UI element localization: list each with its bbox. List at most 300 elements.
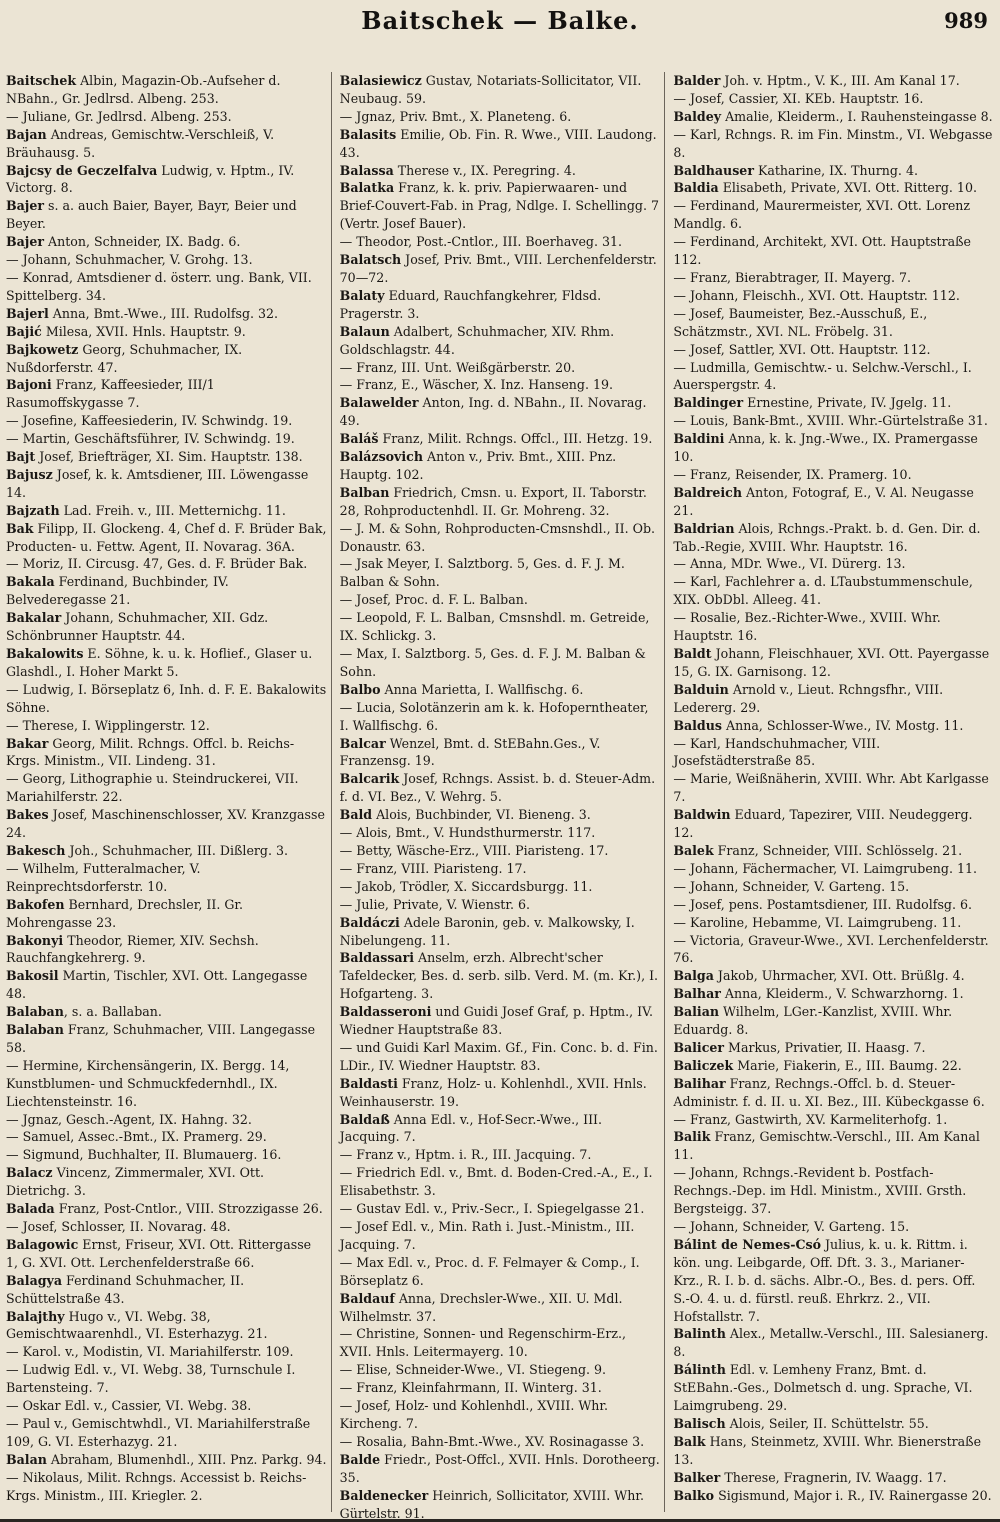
directory-entry [6,770,327,806]
directory-entry [673,1039,994,1057]
directory-entry [6,735,327,771]
entry-details: — Johann, Schneider, V. Garteng. 15. [673,878,910,894]
directory-column-1 [6,72,332,1512]
entry-surname: Balhar [673,986,721,1002]
entry-details: — Franz, Bierabtrager, II. Mayerg. 7. [673,269,912,285]
entry-details: — Josefine, Kaffeesiederin, IV. Schwindg. 19. [6,413,293,429]
entry-details: Franz, Gemischtw.-Verschl., III. Am Kanal 11. [673,1129,980,1163]
entry-details: — Moriz, II. Circusg. 47, Ges. d. F. Brüder Bak. [6,556,308,572]
entry-details: Ludwig, v. Hptm., IV. Victorg. 8. [6,162,295,196]
directory-entry [340,1164,661,1200]
directory-entry [6,1128,327,1146]
directory-entry [340,735,661,771]
directory-entry [673,269,994,287]
entry-details: — Marie, Weißnäherin, XVIII. Whr. Abt Karlgasse 7. [673,771,989,805]
entry-details: — Johann, Rchngs.-Revident b. Postfach-Rechngs.-Dep. im Hdl. Ministm., XVIII. Grsth. Bergsteigg. 37. [673,1165,967,1217]
entry-details: — Samuel, Assec.-Bmt., IX. Pramerg. 29. [6,1129,267,1145]
directory-entry [6,305,327,323]
entry-details: — Johann, Schuhmacher, V. Grohg. 13. [6,252,253,268]
directory-entry [340,376,661,394]
entry-details: Vincenz, Zimmermaler, XVI. Ott. Dietrichg. 3. [6,1165,265,1199]
entry-surname: Bajan [6,126,47,142]
entry-surname: Baldhauser [673,162,754,178]
directory-entry [673,341,994,359]
entry-details: — Karl, Rchngs. R. im Fin. Minstm., VI. Webgasse 8. [673,126,993,160]
directory-entry [673,770,994,806]
entry-details: — Juliane, Gr. Jedlrsd. Albeng. 253. [6,108,232,124]
entry-surname: Balázsovich [339,449,423,465]
directory-entry [340,233,661,251]
entry-details: — Franz, Kleinfahrmann, II. Winterg. 31. [339,1380,602,1396]
directory-entry [340,860,661,878]
directory-entry [6,1003,327,1021]
entry-details: Theodor, Riemer, XIV. Sechsh. Rauchfangkehrerg. 9. [6,932,259,966]
entry-surname: Baldassari [339,950,414,966]
directory-entry [340,896,661,914]
entry-details: — Franz, E., Wäscher, X. Inz. Hanseng. 19. [339,377,613,393]
entry-details: — Lucia, Solotänzerin am k. k. Hofoperntheater, I. Wallfischg. 6. [339,699,649,733]
entry-surname: Balihar [673,1075,726,1091]
directory-entry [673,555,994,573]
entry-details: Eduard, Tapezirer, VIII. Neudeggerg. 12. [673,807,973,841]
entry-details: — Franz, Gastwirth, XV. Karmeliterhofg. 1. [673,1111,948,1127]
entry-surname: Balacz [6,1165,53,1181]
directory-entry [6,806,327,842]
entry-surname: Balasits [339,126,397,142]
directory-entry [673,197,994,233]
entry-details: Anna, Schlosser-Wwe., IV. Mostg. 11. [722,717,964,733]
entry-details: Anna Edl. v., Hof-Secr.-Wwe., III. Jacquing. 7. [339,1111,603,1145]
entry-surname: Balaun [339,323,390,339]
entry-surname: Balker [673,1469,721,1485]
entry-details: Julius, k. u. k. Rittm. i. kön. ung. Leibgarde, Off. Dft. 3. 3., Marianer-Krz., R. I. b. d. sächs. Albr.-O., Bes. d. pers. Off. S.-O. 4. u. d. fürstl. reuß. Ehrkrz. 2., VII. Hofstallstr. 7. [673,1236,976,1324]
directory-entry [340,484,661,520]
directory-entry [340,1451,661,1487]
entry-surname: Balatsch [339,252,402,268]
page-header [0,4,1000,38]
entry-details: — Nikolaus, Milit. Rchngs. Accessist b. Reichs-Krgs. Ministm., III. Kriegler. 2. [6,1469,307,1503]
entry-surname: Baldreich [673,484,742,500]
entry-surname: Balassa [339,162,394,178]
entry-details: Sigismund, Major i. R., IV. Rainergasse 20. [714,1487,992,1503]
entry-details: E. Söhne, k. u. k. Hoflief., Glaser u. Glashdl., I. Hoher Markt 5. [6,646,313,679]
directory-entry [673,126,994,162]
entry-surname: Bajer [6,234,45,250]
entry-details: und Guidi Josef Graf, p. Hptm., IV. Wiedner Hauptstraße 83. [339,1004,654,1038]
entry-surname: Bajkowetz [6,341,79,357]
entry-surname: Balasiewicz [339,73,422,88]
directory-entry [673,896,994,914]
entry-details: — Alois, Bmt., V. Hundsthurmerstr. 117. [339,825,596,841]
entry-surname: Balicer [673,1039,725,1055]
entry-surname: Balinth [673,1326,726,1342]
directory-entry [6,72,327,108]
entry-details: Franz, Schuhmacher, VIII. Langegasse 58. [6,1022,316,1055]
entry-details: — Franz, Reisender, IX. Pramerg. 10. [673,466,912,482]
entry-surname: Balcarik [339,771,400,787]
entry-surname: Baldwin [673,807,731,823]
entry-details: — Franz, III. Unt. Weißgärberstr. 20. [339,359,576,375]
entry-surname: Balik [673,1129,711,1145]
directory-entry [673,1361,994,1415]
entry-surname: Balan [6,1451,47,1467]
directory-entry [6,448,327,466]
directory-entry [340,949,661,1003]
entry-details: — und Guidi Karl Maxim. Gf., Fin. Conc. b. d. Fin. LDir., IV. Wiedner Hauptstr. 83. [339,1039,658,1073]
directory-entry [340,1075,661,1111]
directory-entry [6,1111,327,1129]
entry-details: — Karl, Fachlehrer a. d. LTaubstummenschule, XIX. ObDbl. Alleeg. 41. [673,574,973,608]
entry-details: — Johann, Schneider, V. Garteng. 15. [673,1219,910,1234]
entry-surname: Bakosil [6,968,59,984]
entry-surname: Balcar [339,735,386,751]
entry-details: — Josef, pens. Postamtsdiener, III. Rudolfsg. 6. [673,896,972,912]
directory-entry [6,108,327,126]
directory-entry [6,1272,327,1308]
entry-details: — Konrad, Amtsdiener d. österr. ung. Bank, VII. Spittelberg. 34. [6,269,312,303]
directory-entry [340,1433,661,1451]
entry-surname: Bakesch [6,842,66,858]
directory-entry [6,1200,327,1218]
directory-entry [340,1397,661,1433]
entry-surname: Baldenecker [339,1487,429,1503]
entry-surname: Baldasti [339,1075,398,1091]
entry-details: — Victoria, Graveur-Wwe., XVI. Lerchenfelderstr. 76. [673,932,989,966]
entry-details: — Rosalia, Bahn-Bmt.-Wwe., XV. Rosinagasse 3. [339,1433,645,1449]
entry-details: Franz, Kaffeesieder, III/1 Rasumoffskygasse 7. [6,377,215,411]
entry-surname: Bajzath [6,502,60,518]
entry-details: Georg, Milit. Rchngs. Offcl. b. Reichs-Krgs. Ministm., VII. Lindeng. 31. [6,735,295,769]
entry-details: Bernhard, Drechsler, II. Gr. Mohrengasse 23. [6,896,244,930]
directory-entry [673,179,994,197]
entry-details: Markus, Privatier, II. Haasg. 7. [724,1039,926,1055]
entry-surname: Bajusz [6,466,53,482]
entry-surname: Balisch [673,1415,726,1431]
entry-surname: Bakes [6,807,49,823]
directory-entry [6,466,327,502]
directory-entry [673,842,994,860]
directory-entry [673,1487,994,1505]
entry-details: — Leopold, F. L. Balban, Cmsnshdl. m. Getreide, IX. Schlickg. 3. [339,610,650,644]
entry-surname: Balaban [6,1004,64,1020]
directory-entry [673,1218,994,1236]
directory-column-2 [339,72,666,1521]
entry-surname: Baldáczi [339,914,400,930]
entry-surname: Bajoni [6,377,52,393]
entry-details: — Julie, Private, V. Wienstr. 6. [339,896,531,912]
directory-entry [6,197,327,233]
directory-entry [6,430,327,448]
directory-entry [6,323,327,341]
entry-surname: Balk [673,1433,706,1449]
entry-details: Anna Marietta, I. Wallfischg. 6. [380,681,584,697]
directory-entry [673,1164,994,1218]
directory-entry [6,126,327,162]
entry-details: Franz, Rechngs.-Offcl. b. d. Steuer-Administr. f. d. II. u. XI. Bez., III. Kübeckgasse 6. [673,1075,985,1109]
entry-surname: Balawelder [339,395,419,411]
directory-entry [673,806,994,842]
entry-details: — Karol. v., Modistin, VI. Mariahilferstr. 109. [6,1344,294,1360]
directory-entry [6,609,327,645]
directory-entry [673,1325,994,1361]
entry-details: Katharine, IX. Thurng. 4. [753,162,918,178]
entry-details: — Rosalie, Bez.-Richter-Wwe., XVIII. Whr. Hauptstr. 16. [673,610,941,644]
directory-entry [340,1361,661,1379]
entry-details: — Oskar Edl. v., Cassier, VI. Webg. 38. [6,1398,252,1414]
directory-entry [673,162,994,180]
entry-details: Alois, Buchbinder, VI. Bieneng. 3. [372,807,591,823]
entry-details: Anselm, erzh. Albrecht'scher Tafeldecker, Bes. d. serb. silb. Verd. M. (m. Kr.), I. Hofgarteng. 3. [339,950,659,1002]
directory-entry [340,359,661,377]
entry-surname: Bakalowits [6,646,84,661]
directory-entry [673,359,994,395]
directory-entry [340,1200,661,1218]
entry-details: — Jgnaz, Priv. Bmt., X. Planeteng. 6. [339,108,572,124]
entry-details: — Max, I. Salztborg. 5, Ges. d. F. J. M. Balban & Sohn. [339,646,646,679]
entry-details: Ferdinand Schuhmacher, II. Schüttelstraße 43. [6,1272,245,1306]
entry-details: Jakob, Uhrmacher, XVI. Ott. Brüßlg. 4. [713,968,965,984]
entry-surname: Bajcsy de Geczelfalva [6,162,158,178]
directory-entry [673,90,994,108]
entry-surname: Baitschek [6,73,77,88]
entry-details: Josef, Priv. Bmt., VIII. Lerchenfelderstr. 70—72. [339,252,657,285]
directory-entry [6,717,327,735]
entry-details: — Sigmund, Buchhalter, II. Blumauerg. 16. [6,1147,282,1163]
entry-surname: Bajić [6,323,42,339]
entry-details: — Josef, Schlosser, II. Novarag. 48. [6,1219,231,1234]
directory-entry [673,573,994,609]
entry-details: — Franz, VIII. Piaristeng. 17. [339,860,527,876]
entry-details: — Wilhelm, Futteralmacher, V. Reinprechtsdorferstr. 10. [6,860,201,894]
entry-details: Elisabeth, Private, XVI. Ott. Ritterg. 10. [718,180,977,196]
directory-entry [673,681,994,717]
directory-entry [6,1236,327,1272]
directory-entry [6,1021,327,1057]
entry-surname: Balaban [6,1022,64,1038]
entry-details: Anna, Bmt.-Wwe., III. Rudolfsg. 32. [48,305,279,321]
entry-details: Therese v., IX. Peregring. 4. [393,162,576,178]
entry-details: — Louis, Bank-Bmt., XVIII. Whr.-Gürtelstraße 31. [673,413,988,429]
entry-details: Anton, Fotograf, E., V. Al. Neugasse 21. [673,484,974,518]
directory-entry [340,914,661,950]
directory-entry [673,860,994,878]
directory-entry [6,645,327,681]
directory-entry [340,323,661,359]
entry-surname: Baldey [673,108,722,124]
entry-surname: Baláš [339,431,379,447]
directory-entry [673,520,994,556]
entry-details: Joh., Schuhmacher, III. Dißlerg. 3. [65,842,288,858]
entry-details: — Anna, MDr. Wwe., VI. Dürerg. 13. [673,556,906,572]
entry-surname: Baldaß [339,1111,390,1127]
directory-entry [673,1003,994,1039]
directory-entry [6,932,327,968]
directory-entry [673,932,994,968]
directory-entry [673,1075,994,1111]
entry-details: Albin, Magazin-Ob.-Aufseher d. NBahn., Gr. Jedlrsd. Albeng. 253. [6,73,281,106]
directory-entry [6,251,327,269]
entry-details: Johann, Fleischhauer, XVI. Ott. Payergasse 15, G. IX. Garnisong. 12. [673,646,990,679]
entry-surname: Baldia [673,180,719,196]
entry-details: — Ludwig Edl. v., VI. Webg. 38, Turnschule I. Bartensteing. 7. [6,1362,296,1396]
directory-entry [340,162,661,180]
directory-entry [340,842,661,860]
directory-entry [340,555,661,591]
directory-entry [340,72,661,108]
directory-entry [6,1308,327,1344]
entry-surname: Bajer [6,198,45,214]
entry-details: Anton v., Priv. Bmt., XIII. Pnz. Hauptg. 102. [339,449,617,482]
entry-details: — Jgnaz, Gesch.-Agent, IX. Hahng. 32. [6,1111,252,1127]
directory-entry [340,108,661,126]
directory-entry [673,1128,994,1164]
entry-surname: Bakofen [6,896,65,912]
directory-entry [340,681,661,699]
directory-entry [6,967,327,1003]
directory-entry [6,502,327,520]
entry-details: Heinrich, Sollicitator, XVIII. Whr. Gürtelstr. 91. [339,1487,645,1521]
entry-details: Josef, Rchngs. Assist. b. d. Steuer-Adm. f. d. VI. Bez., V. Wehrg. 5. [339,771,656,805]
entry-surname: Balatka [339,180,395,196]
entry-details: — Therese, I. Wipplingerstr. 12. [6,717,210,733]
directory-entry [340,251,661,287]
directory-entry [673,72,994,90]
entry-details: — Johann, Fleischh., XVI. Ott. Hauptstr. 112. [673,287,960,303]
directory-entry [673,1469,994,1487]
entry-details: — Ludwig, I. Börseplatz 6, Inh. d. F. E. Bakalowits Söhne. [6,681,327,715]
entry-details: Edl. v. Lemheny Franz, Bmt. d. StEBahn.-Ges., Dolmetsch d. ung. Sprache, VI. Laimgrubeng. 29. [673,1362,973,1414]
directory-columns [6,72,994,1521]
entry-surname: Balek [673,842,714,858]
entry-details: Anna, Drechsler-Wwe., XII. U. Mdl. Wilhelmstr. 37. [339,1290,623,1324]
directory-entry [6,1343,327,1361]
directory-entry [673,609,994,645]
entry-details: Alois, Seiler, II. Schüttelstr. 55. [725,1415,929,1431]
directory-entry [6,269,327,305]
entry-details: — Josef, Proc. d. F. L. Balban. [339,592,528,608]
entry-details: — Jsak Meyer, I. Salztborg. 5, Ges. d. F. J. M. Balban & Sohn. [339,556,625,590]
directory-entry [6,1057,327,1111]
directory-entry [340,591,661,609]
directory-entry [340,1487,661,1522]
entry-details: Marie, Fiakerin, E., III. Baumg. 22. [733,1057,962,1073]
directory-entry [6,1469,327,1505]
entry-details: — Jakob, Trödler, X. Siccardsburgg. 11. [339,878,593,894]
directory-entry [340,430,661,448]
directory-entry [340,609,661,645]
entry-details: Andreas, Gemischtw.-Verschleiß, V. Bräuhausg. 5. [6,126,275,160]
directory-entry [340,699,661,735]
directory-entry [6,376,327,412]
directory-entry [673,305,994,341]
directory-entry [6,1451,327,1469]
directory-entry [340,806,661,824]
directory-entry [6,842,327,860]
entry-details: Alois, Rchngs.-Prakt. b. d. Gen. Dir. d. Tab.-Regie, XVIII. Whr. Hauptstr. 16. [673,520,981,554]
entry-details: Therese, Fragnerin, IV. Waagg. 17. [720,1469,947,1485]
entry-details: — Christine, Sonnen- und Regenschirm-Erz., XVII. Hnls. Leitermayerg. 10. [339,1326,627,1360]
entry-surname: Bajerl [6,305,49,321]
directory-entry [340,878,661,896]
directory-entry [340,1218,661,1254]
directory-entry [6,860,327,896]
entry-details: — Hermine, Kirchensängerin, IX. Bergg. 14, Kunstblumen- und Schmuckfedernhdl., IX. Liechtensteinstr. 16. [6,1057,290,1109]
entry-details: — Betty, Wäsche-Erz., VIII. Piaristeng. 17. [339,842,609,858]
entry-details: Josef, Briefträger, XI. Sim. Hauptstr. 138. [35,449,303,465]
entry-details: Friedr., Post-Offcl., XVII. Hnls. Dorotheerg. 35. [339,1451,660,1485]
entry-surname: Bálinth [673,1362,726,1378]
entry-details: — Karoline, Hebamme, VI. Laimgrubeng. 11. [673,914,962,930]
entry-surname: Bálint de Nemes-Csó [673,1236,821,1252]
entry-surname: Baldauf [339,1290,395,1306]
entry-details: — Josef Edl. v., Min. Rath i. Just.-Ministm., III. Jacquing. 7. [339,1219,635,1252]
entry-surname: Balian [673,1004,720,1020]
entry-details: Georg, Schuhmacher, IX. Nußdorferstr. 47. [6,341,243,375]
directory-entry [6,1218,327,1236]
directory-entry [6,162,327,198]
entry-surname: Balko [673,1487,715,1503]
entry-details: Franz, k. k. priv. Papierwaaren- und Brief-Couvert-Fab. in Prag, Ndlge. I. Schellingg. 7 (Vertr. Josef Bauer). [339,180,659,232]
entry-surname: Balagya [6,1272,63,1288]
entry-details: — Ludmilla, Gemischtw.- u. Selchw.-Verschl., I. Auerspergstr. 4. [673,359,972,393]
entry-details: Franz, Holz- u. Kohlenhdl., XVII. Hnls. Weinhauserstr. 19. [339,1075,647,1109]
entry-surname: Balajthy [6,1308,65,1324]
entry-details: Anton, Schneider, IX. Badg. 6. [44,234,241,250]
entry-surname: Bakalar [6,610,62,626]
entry-details: Emilie, Ob. Fin. R. Wwe., VIII. Laudong. 43. [339,126,657,160]
entry-surname: Balaty [339,287,385,303]
entry-details: — Ferdinand, Architekt, XVI. Ott. Hauptstraße 112. [673,234,972,268]
directory-entry [340,1379,661,1397]
entry-details: — Josef, Baumeister, Bez.-Ausschuß, E., Schätzmstr., XVI. NL. Fröbelg. 31. [673,305,928,339]
entry-details: Adalbert, Schuhmacher, XIV. Rhm. Goldschlagstr. 44. [339,323,615,357]
entry-surname: Bakala [6,574,55,590]
entry-surname: Balde [339,1451,381,1467]
entry-details: Franz, Milit. Rchngs. Offcl., III. Hetzg. 19. [378,431,653,447]
directory-entry [673,645,994,681]
entry-details: — Karl, Handschuhmacher, VIII. Josefstädterstraße 85. [673,735,881,769]
entry-surname: Baliczek [673,1057,734,1073]
directory-entry [340,287,661,323]
directory-entry [340,1146,661,1164]
entry-surname: Bald [339,807,373,823]
entry-details: Johann, Schuhmacher, XII. Gdz. Schönbrunner Hauptstr. 44. [6,610,269,644]
directory-entry [673,717,994,735]
directory-entry [673,914,994,932]
directory-entry [6,233,327,251]
directory-entry [673,1433,994,1469]
directory-entry [673,108,994,126]
entry-details: Abraham, Blumenhdl., XIII. Pnz. Parkg. 94. [46,1451,327,1467]
directory-entry [673,1415,994,1433]
entry-surname: Baldini [673,431,725,447]
entry-details: Ernestine, Private, IV. Jgelg. 11. [743,395,952,411]
directory-entry [6,1164,327,1200]
entry-details: — Franz v., Hptm. i. R., III. Jacquing. 7. [339,1147,592,1163]
directory-entry [340,520,661,556]
directory-entry [6,520,327,556]
entry-details: , s. a. Ballaban. [63,1004,162,1020]
directory-entry [673,287,994,305]
entry-details: Filipp, II. Glockeng. 4, Chef d. F. Brüder Bak, Producten- u. Fettw. Agent, II. Novarag. 36A. [6,520,327,554]
entry-details: — Friedrich Edl. v., Bmt. d. Boden-Cred.-A., E., I. Elisabethstr. 3. [339,1165,653,1199]
entry-details: — Paul v., Gemischtwhdl., VI. Mariahilferstraße 109, G. VI. Esterhazyg. 21. [6,1415,311,1449]
entry-details: Wilhelm, LGer.-Kanzlist, XVIII. Whr. Eduardg. 8. [673,1004,953,1038]
entry-surname: Baldasseroni [339,1004,432,1020]
entry-details: — Elise, Schneider-Wwe., VI. Stiegeng. 9. [339,1362,607,1378]
entry-details: — J. M. & Sohn, Rohproducten-Cmsnshdl., II. Ob. Donaustr. 63. [339,520,656,554]
entry-details: — Martin, Geschäftsführer, IV. Schwindg. 19. [6,431,295,447]
